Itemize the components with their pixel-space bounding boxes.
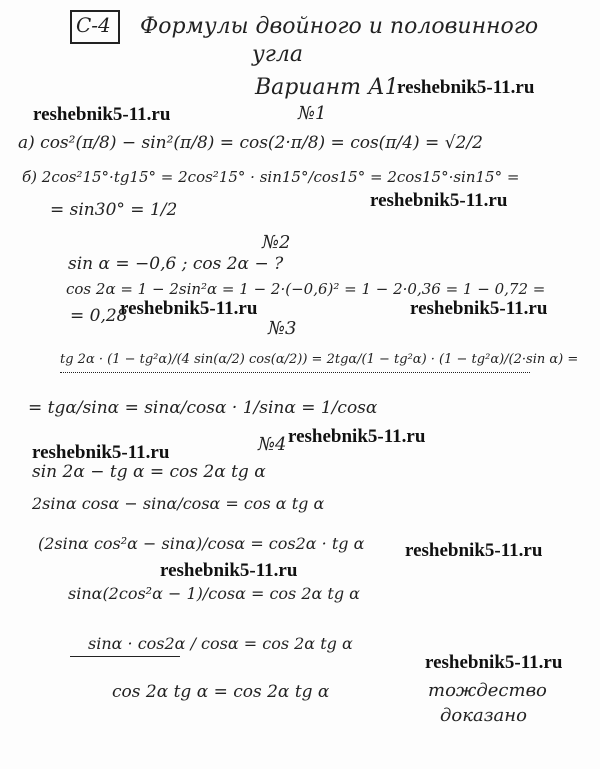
task2-line2: cos 2α = 1 − 2sin²α = 1 − 2·(−0,6)² = 1 − 2·0,36 = 1 − 0,72 = [66,280,546,298]
watermark-8: reshebnik5-11.ru [405,540,543,561]
task4-fraction-bar [70,656,180,657]
task3-line1: tg 2α · (1 − tg²α)/(4 sin(α/2) cos(α/2)) = 2tgα/(1 − tg²α) · (1 − tg²α)/(2·sin α) = [60,352,579,367]
task4-line5: sinα · cos2α / cosα = cos 2α tg α [88,634,353,653]
watermark-7: reshebnik5-11.ru [288,426,426,447]
task1-part-a: а) cos²(π/8) − sin²(π/8) = cos(2·π/8) = cos(π/4) = √2/2 [18,133,483,153]
page-title: Формулы двойного и половинного [140,14,539,39]
task4-conclusion-line1: тождество [428,680,547,701]
task4-line1: sin 2α − tg α = cos 2α tg α [32,462,266,482]
watermark-4: reshebnik5-11.ru [120,298,258,319]
watermark-2: reshebnik5-11.ru [33,104,171,125]
task1-part-b-line2: = sin30° = 1/2 [50,200,178,220]
task2-line1: sin α = −0,6 ; cos 2α − ? [68,254,284,274]
watermark-5: reshebnik5-11.ru [410,298,548,319]
task2-line3: = 0,28 [70,306,128,326]
section-label: C-4 [76,13,111,37]
task4-conclusion-line2: доказано [440,705,527,726]
watermark-6: reshebnik5-11.ru [32,442,170,463]
task2-number: №2 [262,232,291,253]
watermark-3: reshebnik5-11.ru [370,190,508,211]
task3-fraction-bar [60,372,530,373]
task1-number: №1 [298,103,327,124]
variant-label: Вариант А1 [255,75,399,100]
watermark-10: reshebnik5-11.ru [425,652,563,673]
watermark-9: reshebnik5-11.ru [160,560,298,581]
task4-line3: (2sinα cos²α − sinα)/cosα = cos2α · tg α [38,534,365,553]
task3-number: №3 [268,318,297,339]
task4-line4: sinα(2cos²α − 1)/cosα = cos 2α tg α [68,584,360,603]
task1-part-b-line1: б) 2cos²15°·tg15° = 2cos²15° · sin15°/cos15° = 2cos15°·sin15° = [22,168,520,186]
task3-line2: = tgα/sinα = sinα/cosα · 1/sinα = 1/cosα [28,398,378,418]
watermark-1: reshebnik5-11.ru [397,77,535,98]
task4-line2: 2sinα cosα − sinα/cosα = cos α tg α [32,494,325,513]
page-title-line2: угла [252,42,304,67]
task4-line6: cos 2α tg α = cos 2α tg α [112,682,330,702]
task4-number: №4 [258,434,287,455]
